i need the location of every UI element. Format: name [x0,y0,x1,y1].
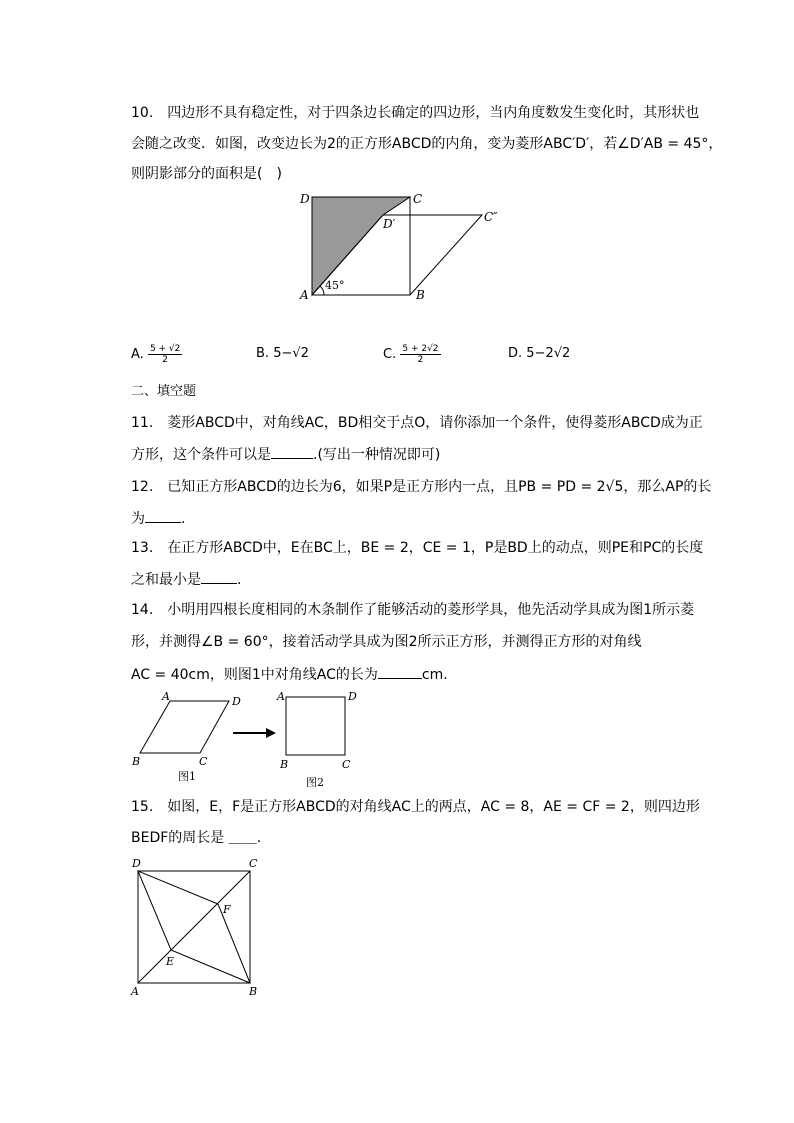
option-c-label: C. [383,347,397,362]
q11-line2-post: .(写出一种情况即可) [313,447,441,463]
q13-line2-pre: 之和最小是 [131,572,201,588]
q11-line1: 11. 菱形ABCD中，对角线AC，BD相交于点O，请你添加一个条件，使得菱形ABCD成为正 [131,415,703,431]
label-d-prime: D′ [383,217,396,231]
answer-blank-12[interactable] [145,508,181,523]
q11-line2 [131,444,440,465]
q12-line2-post: . [181,511,186,527]
diagonal-ac [138,871,250,983]
fig1-rhombus [140,701,229,753]
option-d-text: 5−2√2 [526,346,571,361]
option-d-label: D. [508,346,523,361]
option-a-den: 2 [162,355,169,365]
option-a-num: 5 + √2 [149,344,181,354]
section-title: 二、填空题 [131,384,197,399]
label-a: A [300,288,309,302]
q13-line2-post: . [237,572,242,588]
angle-arc [320,286,324,295]
q15-line2: BEDF的周长是 ＿＿. [131,830,262,846]
option-b-label: B. [256,346,270,361]
label-a: A [131,985,139,998]
fig1-label-c: C [199,755,208,768]
q10-line1: 10. 四边形不具有稳定性，对于四条边长确定的四边形，当内角度数发生变化时，其形状也 [131,105,700,121]
label-b: B [249,985,258,998]
q12-line1: 12. 已知正方形ABCD的边长为6，如果P是正方形内一点，且PB = PD = 2√5，那么AP的长 [131,479,712,495]
q15-line1: 15. 如图，E，F是正方形ABCD的对角线AC上的两点，AC = 8，AE = CF = 2，则四边形 [131,799,700,815]
q14-line3-pre: AC = 40cm，则图1中对角线AC的长为 [131,667,378,683]
label-d: D [132,857,141,870]
label-f: F [223,903,231,916]
q13-line2 [131,569,241,590]
answer-blank-14[interactable] [378,664,422,679]
answer-blank-11[interactable] [271,444,313,459]
option-c-den: 2 [417,355,424,365]
option-b[interactable] [256,344,309,364]
label-c: C [413,192,423,206]
q14-line3 [131,664,448,685]
option-c[interactable] [383,344,441,365]
label-b: B [416,288,425,302]
fig1-label-d: D [232,695,241,708]
q10-line2: 会随之改变．如图，改变边长为2的正方形ABCD的内角，变为菱形ABC′D′，若∠D′AB = 45°， [131,136,723,152]
fig2-caption: 图2 [306,776,324,789]
fig1-caption: 图1 [178,770,196,783]
label-c-prime: C″ [484,210,498,224]
label-d: D [300,192,310,206]
option-a[interactable] [131,344,182,365]
q12-line2 [131,508,185,529]
label-e: E [166,955,175,968]
option-a-label: A. [131,347,144,362]
q10-line3: 则阴影部分的面积是( ) [131,166,282,182]
option-d[interactable] [508,344,570,364]
q10-figure [290,188,510,306]
fig2-label-c: C [342,758,351,771]
fig2-square [286,697,345,755]
option-a-fraction [148,344,182,365]
q14-line1: 14. 小明用四根长度相同的木条制作了能够活动的菱形学具，他先活动学具成为图1所示菱 [131,602,695,618]
label-c: C [249,857,258,870]
arrow-head [266,728,276,738]
option-b-text: 5−√2 [273,346,309,361]
fig1-label-a: A [162,690,170,703]
option-c-num: 5 + 2√2 [402,344,439,354]
q15-figure [128,853,268,1003]
option-c-fraction [400,344,440,365]
q14-figures [128,690,378,790]
q11-line2-pre: 方形，这个条件可以是 [131,447,271,463]
answer-blank-13[interactable] [201,569,237,584]
q13-line1: 13. 在正方形ABCD中，E在BC上，BE = 2，CE = 1，P是BD上的动点，则PE和PC的长度 [131,540,704,556]
q14-line2: 形，并测得∠B = 60°，接着活动学具成为图2所示正方形，并测得正方形的对角线 [131,634,642,650]
q12-line2-pre: 为 [131,511,145,527]
fig2-label-a: A [277,690,285,703]
q14-line3-post: cm. [421,667,448,683]
fig2-label-d: D [348,690,357,703]
label-angle: 45° [325,279,345,292]
fig1-label-b: B [132,755,141,768]
fig2-label-b: B [280,758,289,771]
